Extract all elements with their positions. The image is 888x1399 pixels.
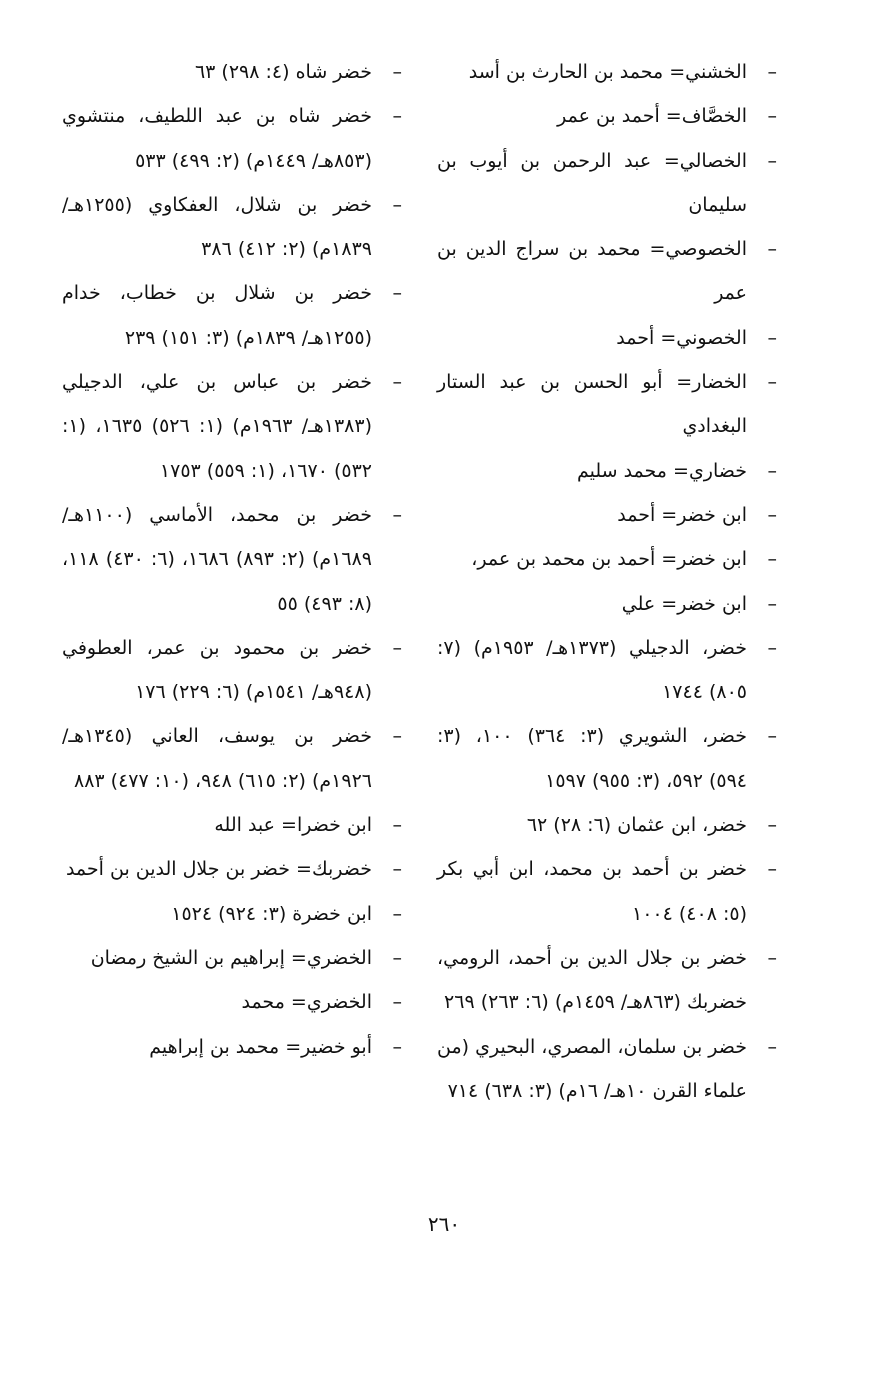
entry-dash: – xyxy=(392,61,402,83)
index-entry xyxy=(62,94,402,183)
entry-text: ابن خضرا= عبد الله xyxy=(214,814,372,837)
index-entry xyxy=(62,936,402,980)
entry-dash: – xyxy=(767,105,777,128)
entry-text: الخصوني= أحمد xyxy=(616,326,747,349)
entry-dash: – xyxy=(392,946,402,969)
index-entry xyxy=(62,1025,402,1069)
index-entry xyxy=(62,50,402,94)
index-entry xyxy=(62,892,402,936)
index-entry xyxy=(437,847,777,936)
entry-dash: – xyxy=(767,149,777,172)
entry-dash: – xyxy=(392,193,402,216)
entry-text: خضر بن محمد، الأماسي (١١٠٠هـ/ ١٦٨٩م) (٢: ٨٩٣) ١٦٨٦، (٦: ٤٣٠) ١١٨، (٨: ٤٩٣) ٥٥ xyxy=(62,503,372,615)
entry-text: خضر، الشويري (٣: ٣٦٤) ١٠٠، (٣: ٥٩٤) ٥٩٢، (٣: ٩٥٥) ١٥٩٧ xyxy=(437,725,747,792)
entry-dash: – xyxy=(767,814,777,837)
index-entry xyxy=(62,980,402,1024)
entry-text: خضر بن عباس بن علي، الدجيلي (١٣٨٣هـ/ ١٩٦٣م) (١: ٥٢٦) ١٦٣٥، (١: ٥٣٢) ١٦٧٠، (١: ٥٥٩) ١٧٥٣ xyxy=(62,371,372,482)
entry-text: الخضار= أبو الحسن بن عبد الستار البغدادي xyxy=(437,371,747,438)
entry-dash: – xyxy=(767,858,777,881)
entry-dash: – xyxy=(767,238,777,261)
entry-text: خضاري= محمد سليم xyxy=(576,459,747,482)
entry-dash: – xyxy=(392,814,402,837)
entry-text: أبو خضير= محمد بن إبراهيم xyxy=(149,1035,372,1058)
index-entry xyxy=(437,139,777,228)
entry-text: ابن خضر= أحمد بن محمد بن عمر، xyxy=(471,548,747,571)
entry-text: الخضري= إبراهيم بن الشيخ رمضان xyxy=(90,946,372,969)
entry-text: خضر شاه بن عبد اللطيف، منتشوي (٨٥٣هـ/ ١٤٤٩م) (٢: ٤٩٩) ٥٣٣ xyxy=(62,105,372,172)
entry-text: ابن خضرة (٣: ٩٢٤) ١٥٢٤ xyxy=(171,902,372,925)
entry-text: الخصالي= عبد الرحمن بن أيوب بن سليمان xyxy=(437,149,747,216)
entry-dash: – xyxy=(392,282,402,305)
entry-text: خضر بن سلمان، المصري، البحيري (من علماء القرن ١٠هـ/ ١٦م) (٣: ٦٣٨) ٧١٤ xyxy=(437,1035,747,1102)
right-index-column xyxy=(437,50,777,1113)
index-entry xyxy=(62,803,402,847)
entry-dash: – xyxy=(767,592,777,615)
left-index-column xyxy=(62,50,402,1069)
entry-dash: – xyxy=(392,636,402,659)
entry-dash: – xyxy=(392,858,402,881)
index-entry xyxy=(437,714,777,803)
index-entry xyxy=(437,94,777,138)
entry-dash: – xyxy=(767,636,777,659)
index-entry xyxy=(437,1025,777,1114)
index-entry xyxy=(62,714,402,803)
entry-dash: – xyxy=(767,459,777,482)
index-entry xyxy=(437,316,777,360)
entry-text: خضر شاه (٤: ٢٩٨) ٦٣ xyxy=(194,61,372,83)
entry-dash: – xyxy=(767,61,777,83)
page-number: ٢٦٠ xyxy=(427,1212,461,1236)
index-entry xyxy=(62,493,402,626)
entry-dash: – xyxy=(767,725,777,748)
index-entry xyxy=(437,936,777,1025)
index-entry xyxy=(62,271,402,360)
entry-text: الخشني= محمد بن الحارث بن أسد xyxy=(468,61,747,83)
entry-text: خضر، ابن عثمان (٦: ٢٨) ٦٢ xyxy=(526,814,747,837)
entry-dash: – xyxy=(767,1035,777,1058)
entry-text: خضر بن محمود بن عمر، العطوفي (٩٤٨هـ/ ١٥٤١م) (٦: ٢٢٩) ١٧٦ xyxy=(62,636,372,704)
entry-text: خضر بن يوسف، العاني (١٣٤٥هـ/ ١٩٢٦م) (٢: ٦١٥) ٩٤٨، (١٠: ٤٧٧) ٨٨٣ xyxy=(62,725,372,792)
entry-dash: – xyxy=(767,548,777,571)
index-entry xyxy=(437,449,777,493)
index-entry xyxy=(62,183,402,272)
entry-text: خضر، الدجيلي (١٣٧٣هـ/ ١٩٥٣م) (٧: ٨٠٥) ١٧٤٤ xyxy=(437,636,747,704)
index-entry xyxy=(62,847,402,891)
index-entry xyxy=(62,360,402,493)
index-entry xyxy=(437,50,777,94)
index-entry xyxy=(437,227,777,316)
index-entry xyxy=(437,360,777,449)
entry-text: خضر بن شلال بن خطاب، خدام (١٢٥٥هـ/ ١٨٣٩م) (٣: ١٥١) ٢٣٩ xyxy=(62,282,372,349)
entry-dash: – xyxy=(767,503,777,526)
entry-dash: – xyxy=(767,946,777,969)
entry-text: ابن خضر= أحمد xyxy=(617,503,747,526)
index-entry xyxy=(437,626,777,715)
entry-dash: – xyxy=(392,991,402,1014)
entry-dash: – xyxy=(392,371,402,394)
entry-dash: – xyxy=(767,371,777,394)
entry-text: خضربك= خضر بن جلال الدين بن أحمد xyxy=(65,858,372,881)
entry-dash: – xyxy=(392,1035,402,1058)
index-entry xyxy=(437,582,777,626)
entry-text: الخضري= محمد xyxy=(241,991,372,1014)
index-entry xyxy=(437,803,777,847)
index-entry xyxy=(62,626,402,715)
entry-text: الخصوصي= محمد بن سراج الدين بن عمر xyxy=(437,238,747,305)
entry-text: الخصَّاف= أحمد بن عمر xyxy=(557,105,747,128)
entry-dash: – xyxy=(392,725,402,748)
entry-dash: – xyxy=(392,503,402,526)
index-entry xyxy=(437,493,777,537)
entry-dash: – xyxy=(392,902,402,925)
entry-text: خضر بن شلال، العفكاوي (١٢٥٥هـ/ ١٨٣٩م) (٢: ٤١٢) ٣٨٦ xyxy=(62,193,372,261)
entry-text: ابن خضر= علي xyxy=(621,592,747,615)
entry-dash: – xyxy=(767,326,777,349)
entry-text: خضر بن أحمد بن محمد، ابن أبي بكر (٥: ٤٠٨) ١٠٠٤ xyxy=(437,858,747,925)
entry-dash: – xyxy=(392,105,402,128)
entry-text: خضر بن جلال الدين بن أحمد، الرومي، خضربك (٨٦٣هـ/ ١٤٥٩م) (٦: ٢٦٣) ٢٦٩ xyxy=(437,946,747,1014)
index-entry xyxy=(437,537,777,581)
